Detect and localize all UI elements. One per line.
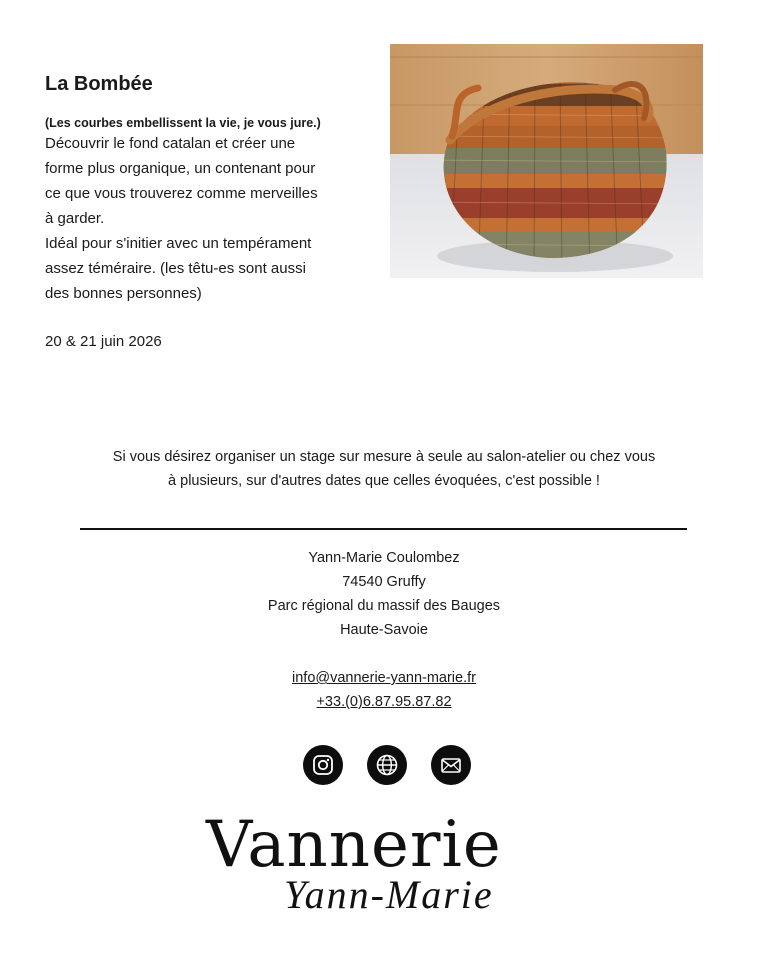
- contact-region: Parc régional du massif des Bauges: [267, 598, 501, 614]
- custom-workshop-note: [60, 445, 708, 493]
- custom-note-line: à plusieurs, sur d'autres dates que celles évoquées, c'est possible !: [168, 473, 600, 489]
- instagram-icon: [312, 754, 334, 776]
- contact-block: [184, 546, 584, 714]
- workshop-title: La Bombée: [45, 73, 153, 95]
- workshop-description: [45, 131, 365, 306]
- description-line: forme plus organique, un contenant pour: [45, 160, 316, 177]
- brand-logo: [196, 805, 596, 935]
- instagram-button[interactable]: [303, 745, 343, 785]
- workshop-dates: 20 & 21 juin 2026: [45, 333, 162, 350]
- contact-department: Haute-Savoie: [340, 622, 428, 638]
- workshop-tagline: (Les courbes embellissent la vie, je vous jure.): [45, 116, 321, 130]
- spacer: [184, 642, 584, 666]
- mail-icon: [440, 754, 462, 776]
- basket-photo: [390, 44, 703, 278]
- divider: [80, 528, 687, 530]
- website-button[interactable]: [367, 745, 407, 785]
- mail-button[interactable]: [431, 745, 471, 785]
- email-link[interactable]: info@vannerie-yann-marie.fr: [292, 670, 476, 686]
- social-links: [303, 745, 471, 785]
- contact-postal: 74540 Gruffy: [342, 574, 426, 590]
- description-line: Idéal pour s'initier avec un tempérament: [45, 235, 312, 252]
- description-line: des bonnes personnes): [45, 285, 202, 302]
- logo-wordmark: Vannerie: [206, 808, 502, 882]
- phone-link[interactable]: +33.(0)6.87.95.87.82: [316, 694, 452, 710]
- description-line: à garder.: [45, 210, 105, 227]
- logo-script: Yann-Marie: [284, 872, 494, 917]
- description-line: Découvrir le fond catalan et créer une: [45, 135, 296, 152]
- globe-icon: [375, 753, 399, 777]
- description-line: ce que vous trouverez comme merveilles: [45, 185, 318, 202]
- workshop-block: [45, 72, 365, 352]
- custom-note-line: Si vous désirez organiser un stage sur mesure à seule au salon-atelier ou chez vous: [112, 449, 656, 465]
- description-line: assez téméraire. (les têtu-es sont aussi: [45, 260, 306, 277]
- contact-name: Yann-Marie Coulombez: [308, 550, 460, 566]
